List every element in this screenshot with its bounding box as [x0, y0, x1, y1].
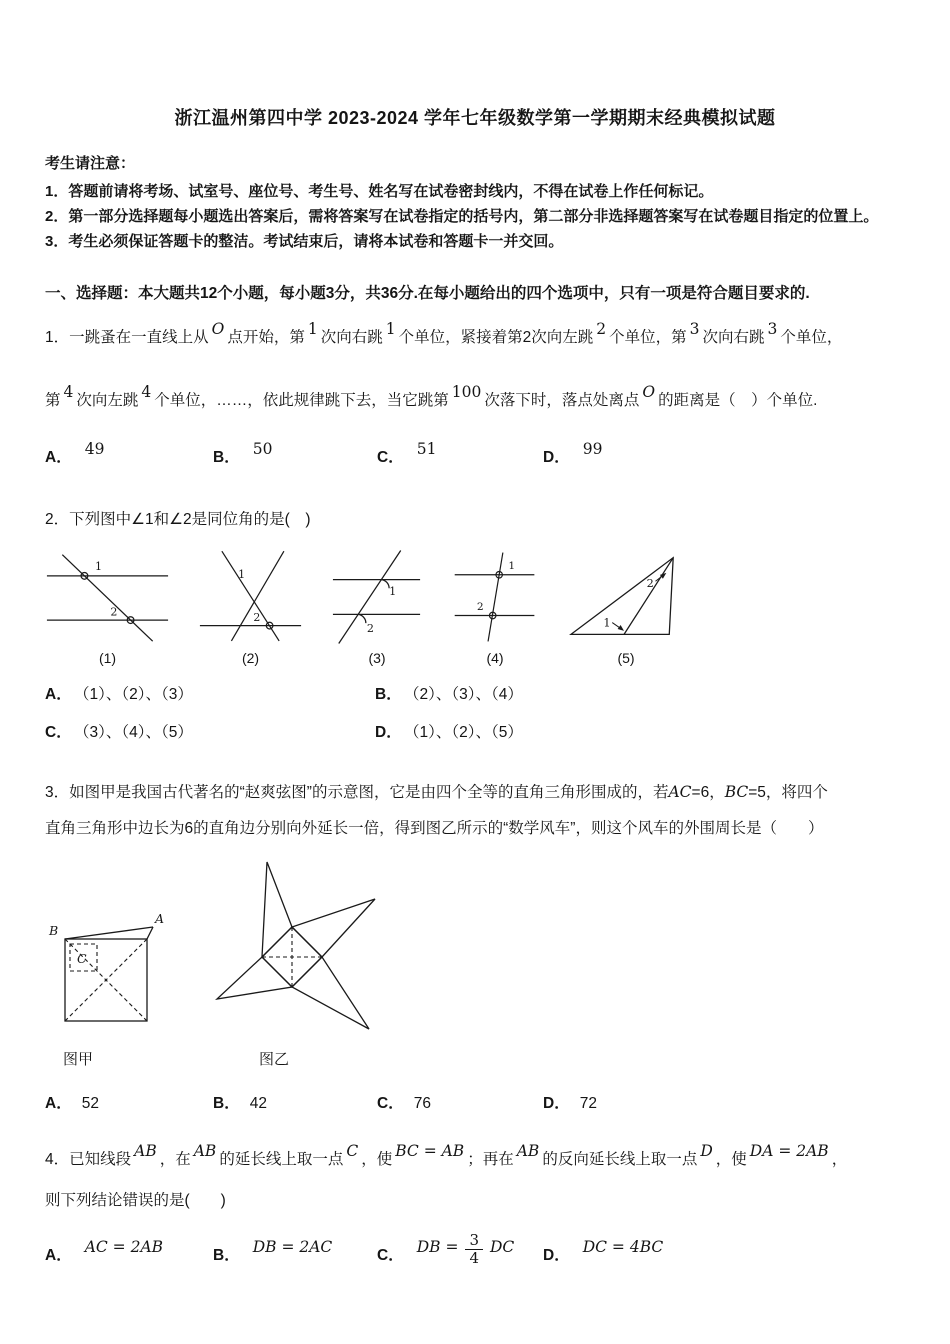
answer-option — [543, 440, 905, 471]
angle-1-label: 1 — [238, 567, 246, 581]
answer-option — [213, 1238, 377, 1269]
angle-2-label: 2 — [366, 621, 374, 635]
option-letter: C． — [45, 724, 72, 741]
option-letter: A． — [45, 449, 72, 466]
q4-options — [45, 1231, 905, 1274]
answer-option — [213, 1091, 377, 1117]
figure-lines — [217, 862, 375, 1029]
q1-stem-line2: 第 4 次向左跳 4 个单位，……，依此规律跳下去，当它跳第 100 次落下时，落点处离点 O 的距离是（ ）个单位. — [45, 383, 818, 409]
option-content: DB = 2AC — [252, 1238, 333, 1257]
q3-figure-jia — [47, 907, 165, 1069]
answer-option — [375, 720, 905, 746]
q2-figure-5-caption: (5) — [617, 650, 635, 666]
option-letter: D． — [543, 1247, 570, 1265]
point-b-label: B — [49, 923, 59, 938]
option-content: 42 — [249, 1095, 267, 1112]
point-a-label: A — [155, 911, 165, 926]
answer-option — [543, 1238, 905, 1269]
figure-lines — [47, 555, 168, 642]
option-content: （3）、（4）、（5） — [81, 724, 193, 741]
option-content: （1）、（2）、（3） — [81, 686, 193, 703]
notice-item-1: 1．答题前请将考场、试室号、座位号、考生号、姓名写在试卷密封线内，不得在试卷上作任何标记。 — [45, 183, 714, 200]
option-content: 72 — [579, 1095, 597, 1112]
angle-1-label: 1 — [95, 560, 103, 574]
q2-figure-4-caption: (4) — [486, 650, 504, 666]
answer-option — [45, 1238, 213, 1269]
q2-figure-5 — [567, 547, 685, 666]
option-letter: C． — [377, 449, 404, 466]
q2-figure-2-drawing — [198, 547, 303, 647]
notice-item-3: 3．考生必须保证答题卡的整洁。考试结束后，请将本试卷和答题卡一并交回。 — [45, 233, 564, 250]
angle-2-label: 2 — [476, 599, 484, 613]
option-content: 50 — [252, 440, 273, 458]
q2-figure-1-caption: (1) — [98, 650, 117, 666]
q2-stem: 2．下列图中∠1和∠2是同位角的是( ) — [45, 511, 311, 528]
q3-stem-line1: 3．如图甲是我国古代著名的“赵爽弦图”的示意图，它是由四个全等的直角三角形围成的，若AC=6，BC=5，将四个 — [45, 783, 828, 801]
option-content: 76 — [413, 1095, 431, 1112]
notice-item-2: 2．第一部分选择题每小题选出答案后，需将答案写在试卷指定的括号内，第二部分非选择题答案写在试卷题目指定的位置上。 — [45, 208, 879, 225]
option-letter: B． — [213, 449, 240, 466]
q2-options — [45, 682, 905, 746]
answer-option — [213, 440, 377, 471]
answer-option — [377, 1091, 543, 1117]
question-2 — [45, 505, 905, 746]
option-letter: A． — [45, 1095, 72, 1112]
option-content: 52 — [81, 1095, 99, 1112]
answer-option — [377, 440, 543, 471]
q2-figure-2 — [198, 547, 303, 666]
angle-2-label: 2 — [253, 610, 261, 624]
option-content: （2）、（3）、（4） — [411, 686, 523, 703]
figure-lines — [65, 927, 153, 1021]
figure-lines — [200, 551, 301, 641]
q2-figure-4-drawing — [451, 547, 539, 647]
question-4 — [45, 1139, 905, 1274]
option-letter: A． — [45, 1247, 72, 1265]
notice-heading: 考生请注意： — [45, 155, 136, 172]
option-content: （1）、（2）、（5） — [411, 724, 523, 741]
option-letter: C． — [377, 1246, 404, 1264]
answer-option — [543, 1091, 905, 1117]
option-letter: B． — [213, 1247, 240, 1265]
option-content: 99 — [582, 440, 603, 458]
q4-stem-line2: 则下列结论错误的是( ) — [45, 1192, 226, 1209]
angle-1-label: 1 — [603, 616, 611, 630]
question-3 — [45, 774, 905, 1117]
angle-1-label: 1 — [389, 585, 397, 599]
section-heading: 一、选择题：本大题共12个小题，每小题3分，共36分.在每小题给出的四个选项中，只有一项是符合题目要求的. — [45, 285, 810, 302]
q2-figure-3-drawing — [331, 547, 423, 647]
q2-figure-2-caption: (2) — [241, 650, 260, 666]
option-letter: D． — [543, 1095, 570, 1112]
answer-option — [45, 682, 375, 708]
figure-lines — [571, 558, 673, 635]
answer-option — [45, 720, 375, 746]
q3-options — [45, 1091, 905, 1117]
answer-option — [45, 440, 213, 471]
option-content: 49 — [84, 440, 105, 458]
q2-figures — [45, 547, 905, 666]
angle-2-label: 2 — [646, 577, 654, 591]
option-letter: B． — [375, 686, 402, 703]
q2-figure-3-caption: (3) — [368, 650, 386, 666]
q2-figure-1 — [45, 547, 170, 666]
angle-1-label: 1 — [508, 559, 516, 573]
angle-2-label: 2 — [110, 605, 118, 619]
answer-option — [375, 682, 905, 708]
option-content: DB = $\frac{3}{4}$ DC — [416, 1231, 515, 1268]
option-letter: B． — [213, 1095, 240, 1112]
answer-option — [45, 1091, 213, 1117]
q2-figure-4 — [451, 547, 539, 666]
option-letter: D． — [375, 724, 402, 741]
q3-figure-yi — [207, 857, 387, 1069]
q1-stem-line1: 1．一跳蚤在一直线上从 O 点开始，第 1 次向右跳 1 个单位，紧接着第2次向左跳 2 个单位，第 3 次向右跳 3 个单位， — [45, 320, 843, 346]
q2-figure-1-drawing — [45, 547, 170, 647]
point-c-label: C — [77, 951, 87, 966]
answer-option — [377, 1231, 543, 1274]
q2-figure-3 — [331, 547, 423, 666]
q3-figure-yi-caption: 图乙 — [259, 1051, 290, 1068]
q2-figure-5-drawing — [567, 547, 685, 647]
option-content: AC = 2AB — [84, 1238, 164, 1257]
option-letter: A． — [45, 686, 72, 703]
q1-options — [45, 440, 905, 471]
option-letter: C． — [377, 1095, 404, 1112]
q3-figure-jia-caption: 图甲 — [63, 1051, 94, 1068]
q3-figure-yi-drawing — [207, 857, 387, 1042]
notice-section — [45, 152, 905, 254]
option-content: 51 — [416, 440, 437, 458]
question-1 — [45, 322, 905, 471]
q3-figures — [45, 857, 905, 1069]
page-title: 浙江温州第四中学 2023-2024 学年七年级数学第一学期期末经典模拟试题 — [174, 108, 776, 128]
option-letter: D． — [543, 449, 570, 466]
q4-stem-line1: 4．已知线段 AB ，在 AB 的延长线上取一点 C ，使 BC = AB ；再在 AB 的反向延长线上取一点 D ，使 DA = 2AB ， — [45, 1142, 848, 1168]
q3-figure-jia-drawing — [47, 907, 165, 1042]
option-content: DC = 4BC — [582, 1238, 664, 1257]
figure-lines — [455, 553, 535, 642]
figure-lines — [333, 551, 420, 644]
q3-stem-line2: 直角三角形中边长为6的直角边分别向外延长一倍，得到图乙所示的“数学风车”，则这个风车的外围周长是（ ） — [45, 820, 824, 837]
